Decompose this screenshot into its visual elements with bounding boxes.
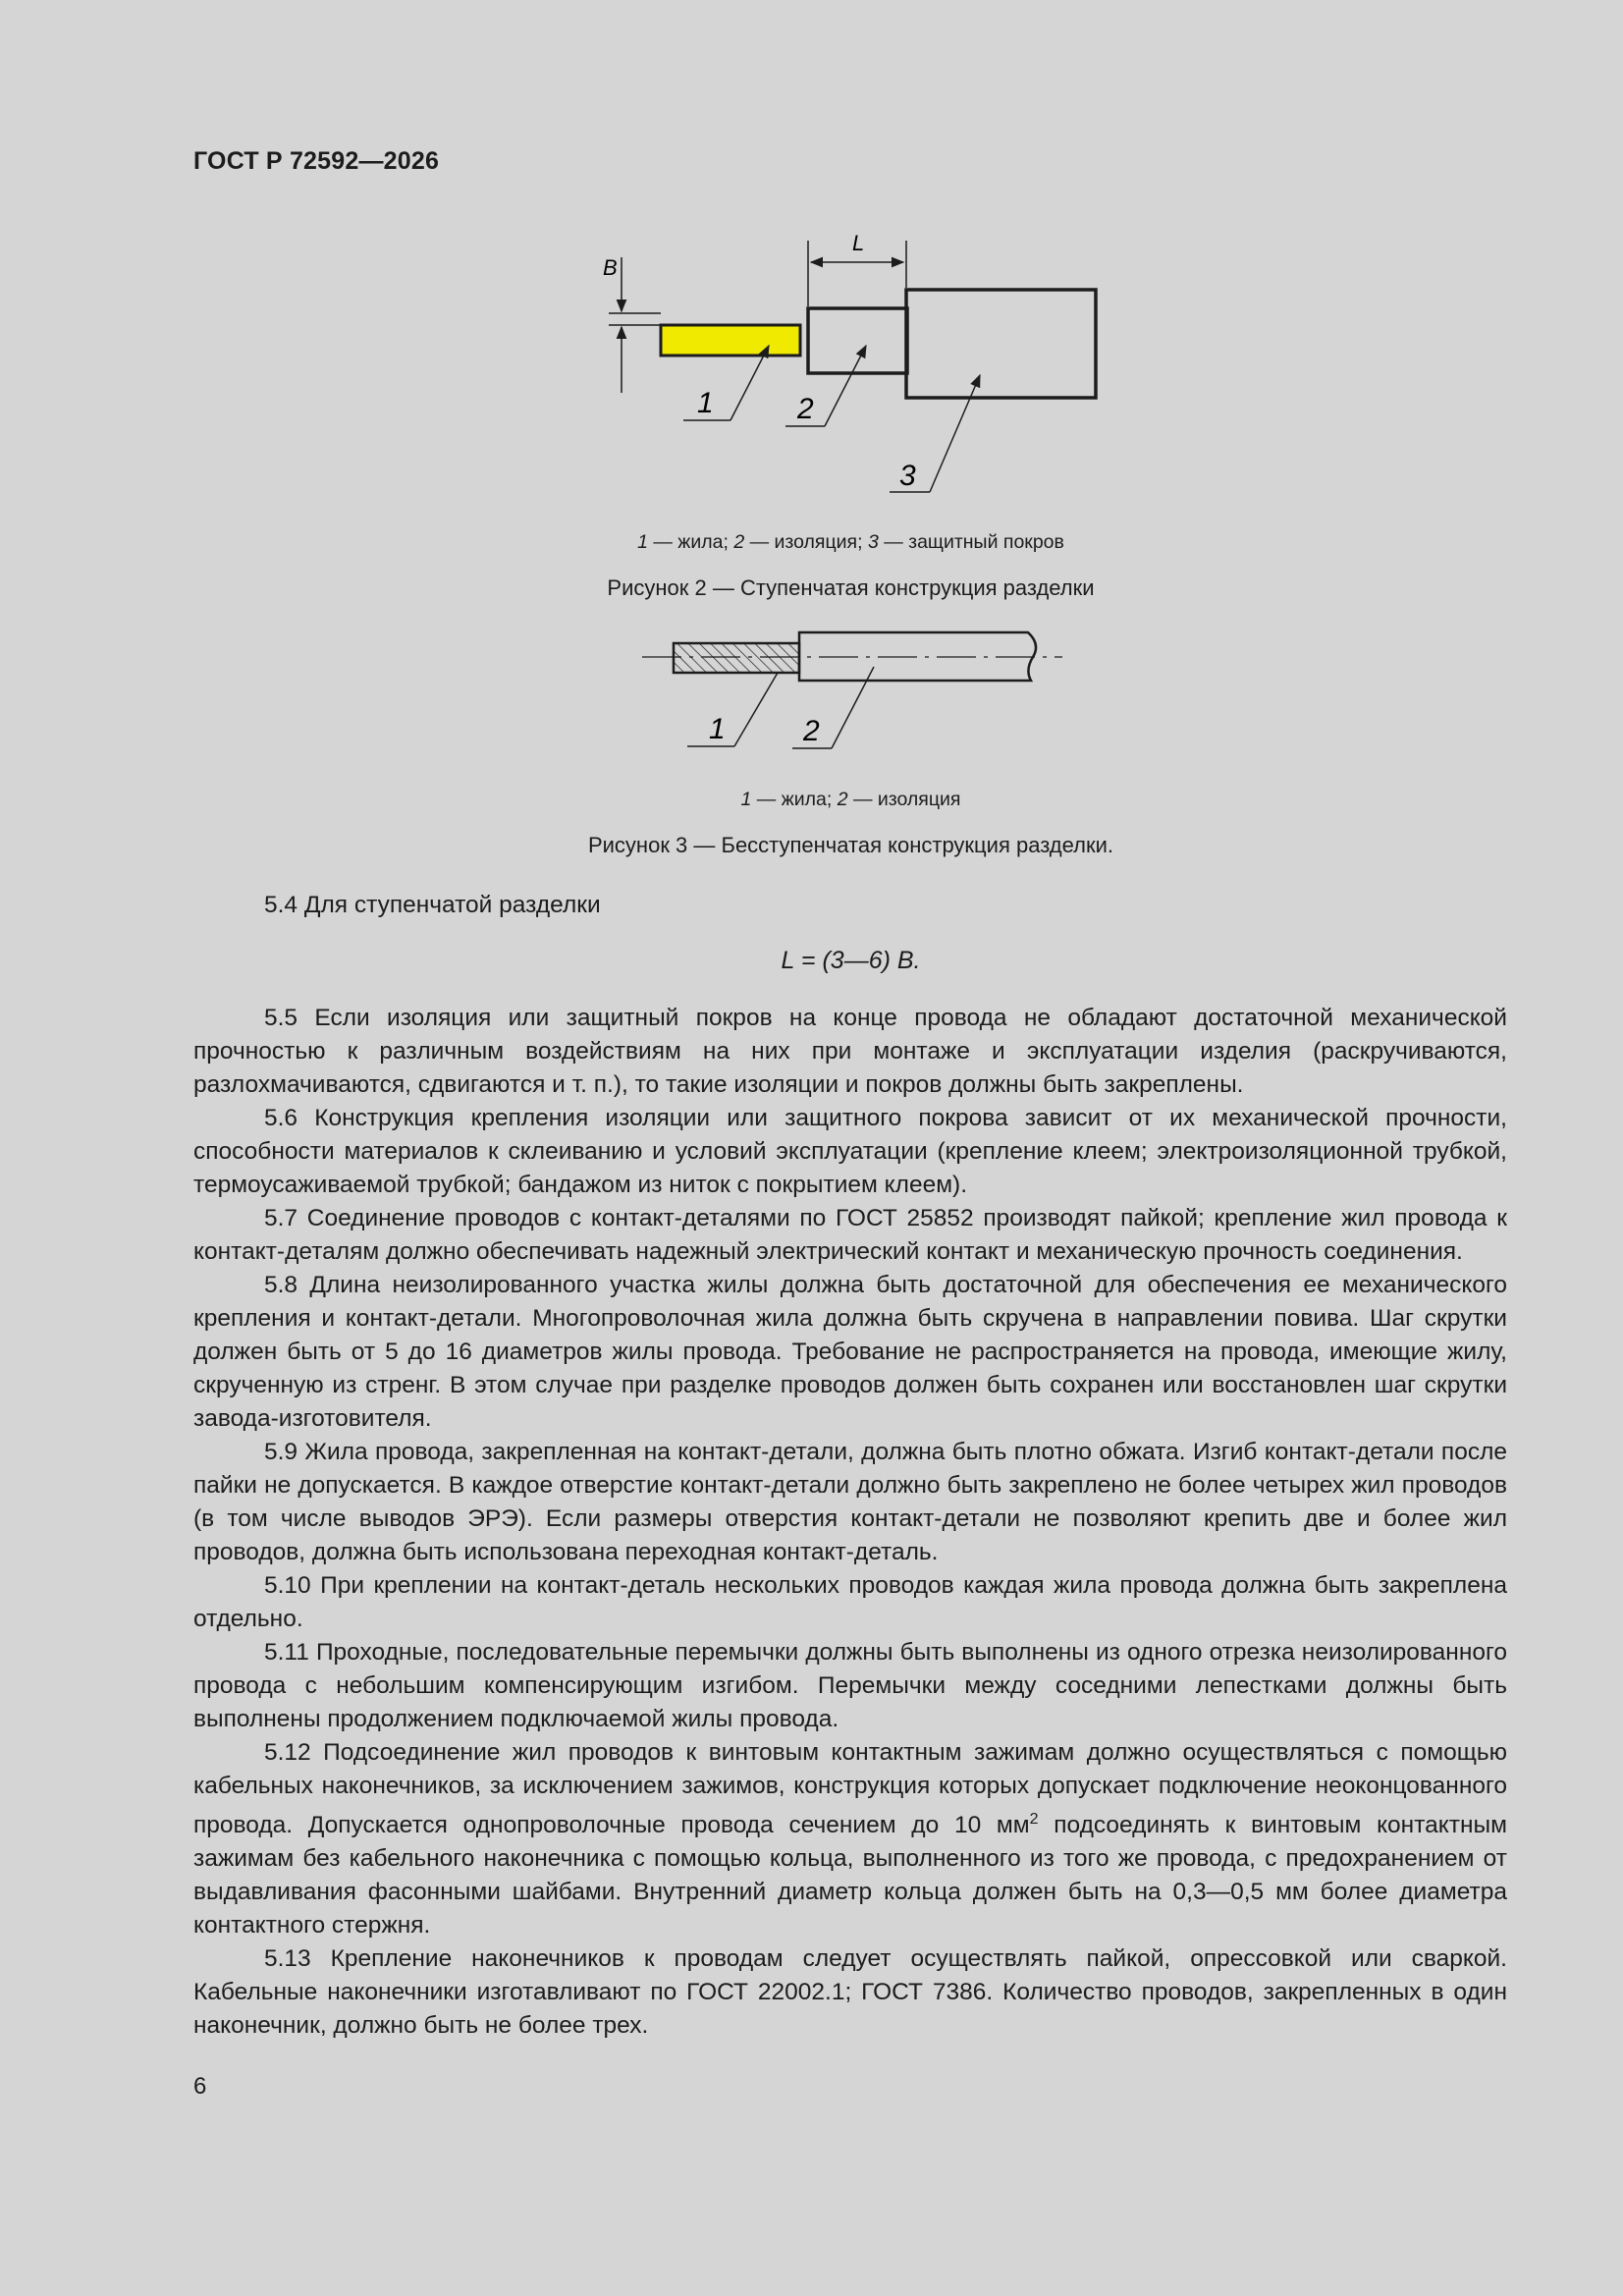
formula: L = (3—6) B. — [781, 947, 921, 974]
figure-3-caption: Рисунок 3 — Бесступенчатая конструкция разделки. — [587, 833, 1114, 857]
clause-5-7: 5.7 Соединение проводов с контакт-деталями по ГОСТ 25852 производят пайкой; крепление жил провода к контакт-деталям должно обеспечивать надежный электрический контакт и механическую прочность соединения. — [193, 1205, 1507, 1265]
clause-5-11: 5.11 Проходные, последовательные перемычки должны быть выполнены из одного отрезка неизолированного провода с небольшим компенсирующим изгибом. Перемычки между соседними лепестками должны быть выполнены продолжением подключаемой жилы провода. — [193, 1639, 1507, 1732]
figure-2-caption: Рисунок 2 — Ступенчатая конструкция разделки — [607, 575, 1095, 600]
fig3-callout-1: 1 — [709, 713, 726, 745]
clause-5-6: 5.6 Конструкция крепления изоляции или защитного покрова зависит от их механической прочности, способности материалов к склеиванию и условий эксплуатации (крепление клеем; электроизоляционной трубкой, термоусаживаемой трубкой; бандажом из ниток с покрытием клеем). — [193, 1105, 1507, 1198]
callout-2: 2 — [797, 393, 814, 425]
superscript-2: 2 — [1029, 1811, 1039, 1828]
figure-3-legend: 1 — жила; 2 — изоляция — [740, 789, 961, 810]
clause-5-12: 5.12 Подсоединение жил проводов к винтовым контактным зажимам должно осуществляться с помощью кабельных наконечников, за исключением зажимов, конструкция которых допускает подключение неоконцованного провода. Допускается однопроволочные провода сечением до 10 $мм^2$ подсоединять к винтовым контактным зажимам без кабельного наконечника с помощью кольца, выполненного из того же провода, с предохранением от выдавливания фасонными шайбами. Внутренний диаметр кольца должен быть на 0,3—0,5 мм более диаметра контактного стержня. — [193, 1739, 1507, 1940]
dimension-l-label: L — [852, 231, 865, 255]
callout-1: 1 — [697, 387, 714, 419]
callout-3: 3 — [899, 460, 916, 492]
dimension-b-label: B — [603, 255, 618, 280]
clause-5-4: 5.4 Для ступенчатой разделки — [264, 892, 601, 918]
clause-5-13: 5.13 Крепление наконечников к проводам следует осуществлять пайкой, опрессовкой или сваркой. Кабельные наконечники изготавливают по ГОСТ 22002.1; ГОСТ 7386. Количество проводов, закрепленных в один наконечник, должно быть не более трех. — [193, 1945, 1507, 2040]
fig3-callout-2: 2 — [803, 715, 820, 747]
clause-5-9: 5.9 Жила провода, закрепленная на контакт-детали, должна быть плотно обжата. Изгиб контакт-детали после пайки не допускается. В каждое отверстие контакт-детали должно быть закреплено не более четырех жил проводов (в том числе выводов ЭРЭ). Если размеры отверстия контакт-детали не позволяют крепить две и более жил проводов, должна быть использована переходная контакт-деталь. — [193, 1439, 1507, 1565]
page-number: 6 — [193, 2073, 207, 2100]
document-code: ГОСТ Р 72592—2026 — [193, 147, 440, 175]
clause-5-5: 5.5 Если изоляция или защитный покров на конце провода не обладают достаточной механической прочностью к различным воздействиям на них при монтаже и эксплуатации изделия (раскручиваются, разлохмачиваются, сдвигаются и т. п.), то такие изоляции и покров должны быть закреплены. — [193, 1005, 1507, 1098]
core-hatched — [674, 643, 799, 673]
clause-5-8: 5.8 Длина неизолированного участка жилы должна быть достаточной для обеспечения ее механического крепления и контакт-детали. Многопроволочная жила должна быть скручена в направлении повива. Шаг скрутки должен быть от 5 до 16 диаметров жилы провода. Требование не распространяется на провода, имеющие жилу, скрученную из стренг. В этом случае при разделке проводов должен быть сохранен или восстановлен шаг скрутки завода-изготовителя. — [193, 1272, 1507, 1432]
figure-2-legend: 1 — жила; 2 — изоляция; 3 — защитный покров — [637, 531, 1064, 553]
figure-3-drawing — [0, 0, 1623, 786]
body-text — [193, 1002, 1507, 2043]
clause-5-10: 5.10 При креплении на контакт-деталь нескольких проводов каждая жила провода должна быть закреплена отдельно. — [193, 1572, 1507, 1632]
